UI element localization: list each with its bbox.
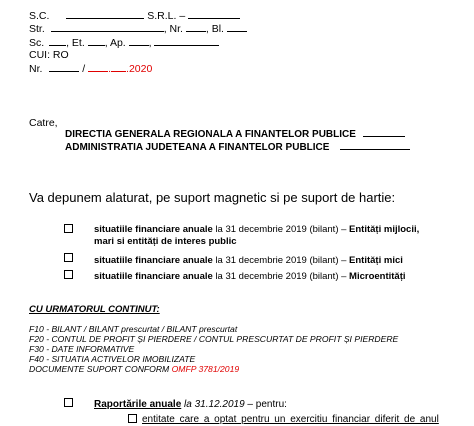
item-1-normal: la 31 decembrie 2019 (bilant) – [212, 224, 347, 235]
content-line-5 [29, 364, 239, 374]
bl-blank [227, 22, 247, 32]
ap-label: , Ap. [104, 37, 126, 49]
sc-blank [49, 36, 66, 46]
item-1-bold: situatiile financiare anuale [94, 224, 213, 235]
street-blank [51, 22, 164, 32]
nr2-label: Nr. [29, 63, 43, 75]
recipient-blank-2 [340, 140, 410, 150]
item-1 [94, 224, 419, 236]
bl-label: , Bl. [205, 23, 224, 35]
catre-label: Catre, [29, 117, 58, 129]
recipient-line-2-text: ADMINISTRATIA JUDETEANA A FINANTELOR PUBLICE [65, 142, 330, 153]
item-2-normal: la 31 decembrie 2019 (bilant) – [212, 255, 347, 266]
content-title: CU URMATORUL CONTINUT: [29, 304, 160, 315]
checkbox-item-1[interactable] [64, 224, 73, 233]
day-blank [88, 62, 108, 72]
et-label: , Et. [66, 37, 85, 49]
month-blank [111, 62, 126, 72]
et-blank [88, 36, 105, 46]
raportari-line [94, 399, 287, 410]
year: 2020 [128, 63, 153, 75]
raportari-label: Raportările anuale [94, 399, 182, 410]
sc2-label: Sc. [29, 37, 45, 49]
omfp-reference: OMFP 3781/2019 [171, 364, 240, 374]
header-line-address: Sc. , Et. , Ap. , [29, 36, 219, 50]
item-2-category: Entități mici [346, 255, 403, 266]
company-name-blank [66, 9, 144, 19]
content-line-4: F40 - SITUATIA ACTIVELOR IMOBILIZATE [29, 354, 196, 364]
slash: / [82, 63, 86, 75]
checkbox-item-3[interactable] [64, 270, 73, 279]
entitate-text: entitate care a optat pentru un exercitiu financiar diferit de anul [142, 414, 439, 425]
item-2-bold: situatiile financiare anuale [94, 255, 213, 266]
sc-label: S.C. [29, 10, 50, 22]
item-3 [94, 271, 406, 283]
checkbox-item-2[interactable] [64, 253, 73, 262]
header-line-company [29, 9, 240, 23]
nr-label: , Nr. [163, 23, 183, 35]
recipient-line-2 [65, 140, 410, 153]
raportari-tail: – pentru: [244, 399, 287, 410]
recipient-line-1 [65, 127, 405, 140]
company-suffix-blank [188, 9, 240, 19]
city-blank [154, 36, 219, 46]
checkbox-raportari[interactable] [64, 398, 73, 407]
recipient-blank-1 [363, 127, 405, 137]
str-label: Str. [29, 23, 45, 35]
content-line-3: F30 - DATE INFORMATIVE [29, 344, 135, 354]
registration-number-blank [49, 62, 79, 72]
intro-text: Va depunem alaturat, pe suport magnetic si pe suport de hartie: [29, 190, 396, 205]
content-line-1: F10 - BILANT / BILANT prescurtat / BILANT prescurtat [29, 324, 238, 334]
recipient-line-1-text: DIRECTIA GENERALA REGIONALA A FINANTELOR PUBLICE [65, 129, 356, 140]
srl-label: S.R.L. – [147, 10, 186, 22]
item-3-bold: situatiile financiare anuale [94, 271, 213, 282]
item-3-normal: la 31 decembrie 2019 (bilant) – [212, 271, 347, 282]
checkbox-entitate[interactable] [128, 414, 137, 423]
ap-blank [129, 36, 149, 46]
cui-line: CUI: RO [29, 49, 69, 61]
raportari-date: la 31.12.2019 [181, 399, 245, 410]
item-1-line-2: mari si entități de interes public [94, 236, 237, 247]
content-line-2: F20 - CONTUL DE PROFIT ȘI PIERDERE / CONTUL PRESCURTAT DE PROFIT ȘI PIERDERE [29, 334, 399, 344]
header-line-number: Nr. / . .2020 [29, 63, 153, 75]
nr-blank [186, 22, 206, 32]
item-2 [94, 255, 403, 267]
item-3-category: Microentități [346, 271, 406, 282]
header-line-street [29, 22, 247, 36]
documente-text: DOCUMENTE SUPORT CONFORM [29, 364, 172, 374]
item-1-category: Entități mijlocii, [346, 224, 420, 235]
